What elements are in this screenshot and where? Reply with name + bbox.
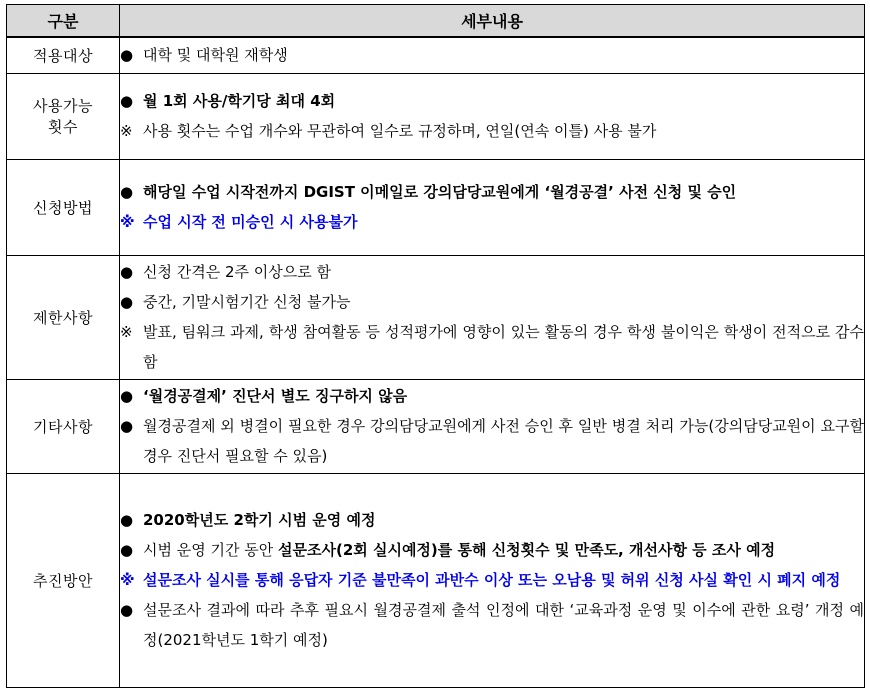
row-detail (120, 473, 865, 687)
bullet-mark: ● (120, 417, 134, 435)
item-text: 시범 운영 기간 동안 (143, 541, 278, 559)
list-item (120, 595, 864, 655)
item-text: 사용 횟수는 수업 개수와 무관하여 일수로 규정하며, 연일(연속 이틀) 사용 불가 (143, 122, 657, 140)
list-item (120, 317, 864, 377)
table-row (7, 159, 865, 255)
table-row (7, 73, 865, 159)
item-text: 대학 및 대학원 재학생 (143, 46, 288, 65)
policy-table (6, 4, 865, 688)
bullet-mark: ● (120, 263, 134, 281)
list-item (120, 411, 864, 471)
list-item (120, 505, 864, 535)
item-text: 2020학년도 2학기 시범 운영 예정 (143, 511, 376, 529)
header-category: 구분 (7, 5, 120, 38)
row-detail (120, 37, 865, 73)
row-detail (120, 255, 865, 379)
list-item (120, 535, 864, 565)
bullet-mark: ● (120, 183, 134, 201)
bullet-mark: ● (120, 387, 134, 405)
list-item (120, 381, 864, 411)
list-item (120, 287, 864, 317)
row-detail (120, 379, 865, 473)
note-mark: ※ (120, 122, 133, 140)
list-item (120, 257, 864, 287)
list-item (120, 565, 864, 595)
bullet-mark: ● (120, 601, 134, 619)
item-text: 수업 시작 전 미승인 시 사용불가 (143, 213, 358, 231)
item-text: ‘월경공결제’ 진단서 별도 징구하지 않음 (143, 387, 408, 405)
row-detail (120, 159, 865, 255)
row-category (7, 73, 120, 159)
note-mark: ※ (120, 213, 135, 231)
item-text: 해당일 수업 시작전까지 DGIST 이메일로 강의담당교원에게 ‘월경공결’ 사전 신청 및 승인 (143, 183, 737, 201)
row-category: 기타사항 (7, 379, 120, 473)
row-category: 적용대상 (7, 37, 120, 73)
item-text: 발표, 팀워크 과제, 학생 참여활동 등 성적평가에 영향이 있는 활동의 경우 학생 불이익은 학생이 전적으로 감수함 (143, 323, 864, 371)
row-category-line2: 횟수 (48, 118, 78, 136)
item-text: 신청 간격은 2주 이상으로 함 (143, 263, 332, 281)
bullet-mark: ● (120, 541, 134, 559)
table-header-row (7, 5, 865, 38)
item-text: 설문조사 결과에 따라 추후 필요시 월경공결제 출석 인정에 대한 ‘교육과정 운영 및 이수에 관한 요령’ 개정 예정(2021학년도 1학기 예정) (143, 601, 864, 649)
table-row (7, 473, 865, 687)
bullet-mark: ● (120, 511, 134, 529)
header-detail: 세부내용 (120, 5, 865, 38)
row-detail (120, 73, 865, 159)
list-item (120, 116, 864, 146)
row-category: 신청방법 (7, 159, 120, 255)
bullet-mark: ● (120, 92, 134, 110)
bullet-mark: ● (120, 293, 134, 311)
item-text: 월경공결제 외 병결이 필요한 경우 강의담당교원에게 사전 승인 후 일반 병결 처리 가능(강의담당교원이 요구할 경우 진단서 필요할 수 있음) (143, 417, 864, 465)
note-mark: ※ (120, 571, 135, 589)
list-item (120, 86, 864, 116)
item-text: 월 1회 사용/학기당 최대 4회 (143, 92, 336, 110)
row-category: 추진방안 (7, 473, 120, 687)
list-item (120, 177, 864, 207)
bullet-mark: ● (120, 46, 134, 65)
table-row (7, 379, 865, 473)
item-text: 중간, 기말시험기간 신청 불가능 (143, 293, 351, 311)
table-row (7, 255, 865, 379)
note-mark: ※ (120, 323, 133, 341)
item-text-bold: 설문조사(2회 실시예정)를 통해 신청횟수 및 만족도, 개선사항 등 조사 예정 (278, 541, 776, 559)
item-text: 설문조사 실시를 통해 응답자 기준 불만족이 과반수 이상 또는 오남용 및 허위 신청 사실 확인 시 폐지 예정 (143, 571, 841, 589)
row-category: 제한사항 (7, 255, 120, 379)
table-row (7, 37, 865, 73)
list-item (120, 207, 864, 237)
row-category-line1: 사용가능 (33, 97, 93, 115)
list-item (120, 40, 864, 70)
